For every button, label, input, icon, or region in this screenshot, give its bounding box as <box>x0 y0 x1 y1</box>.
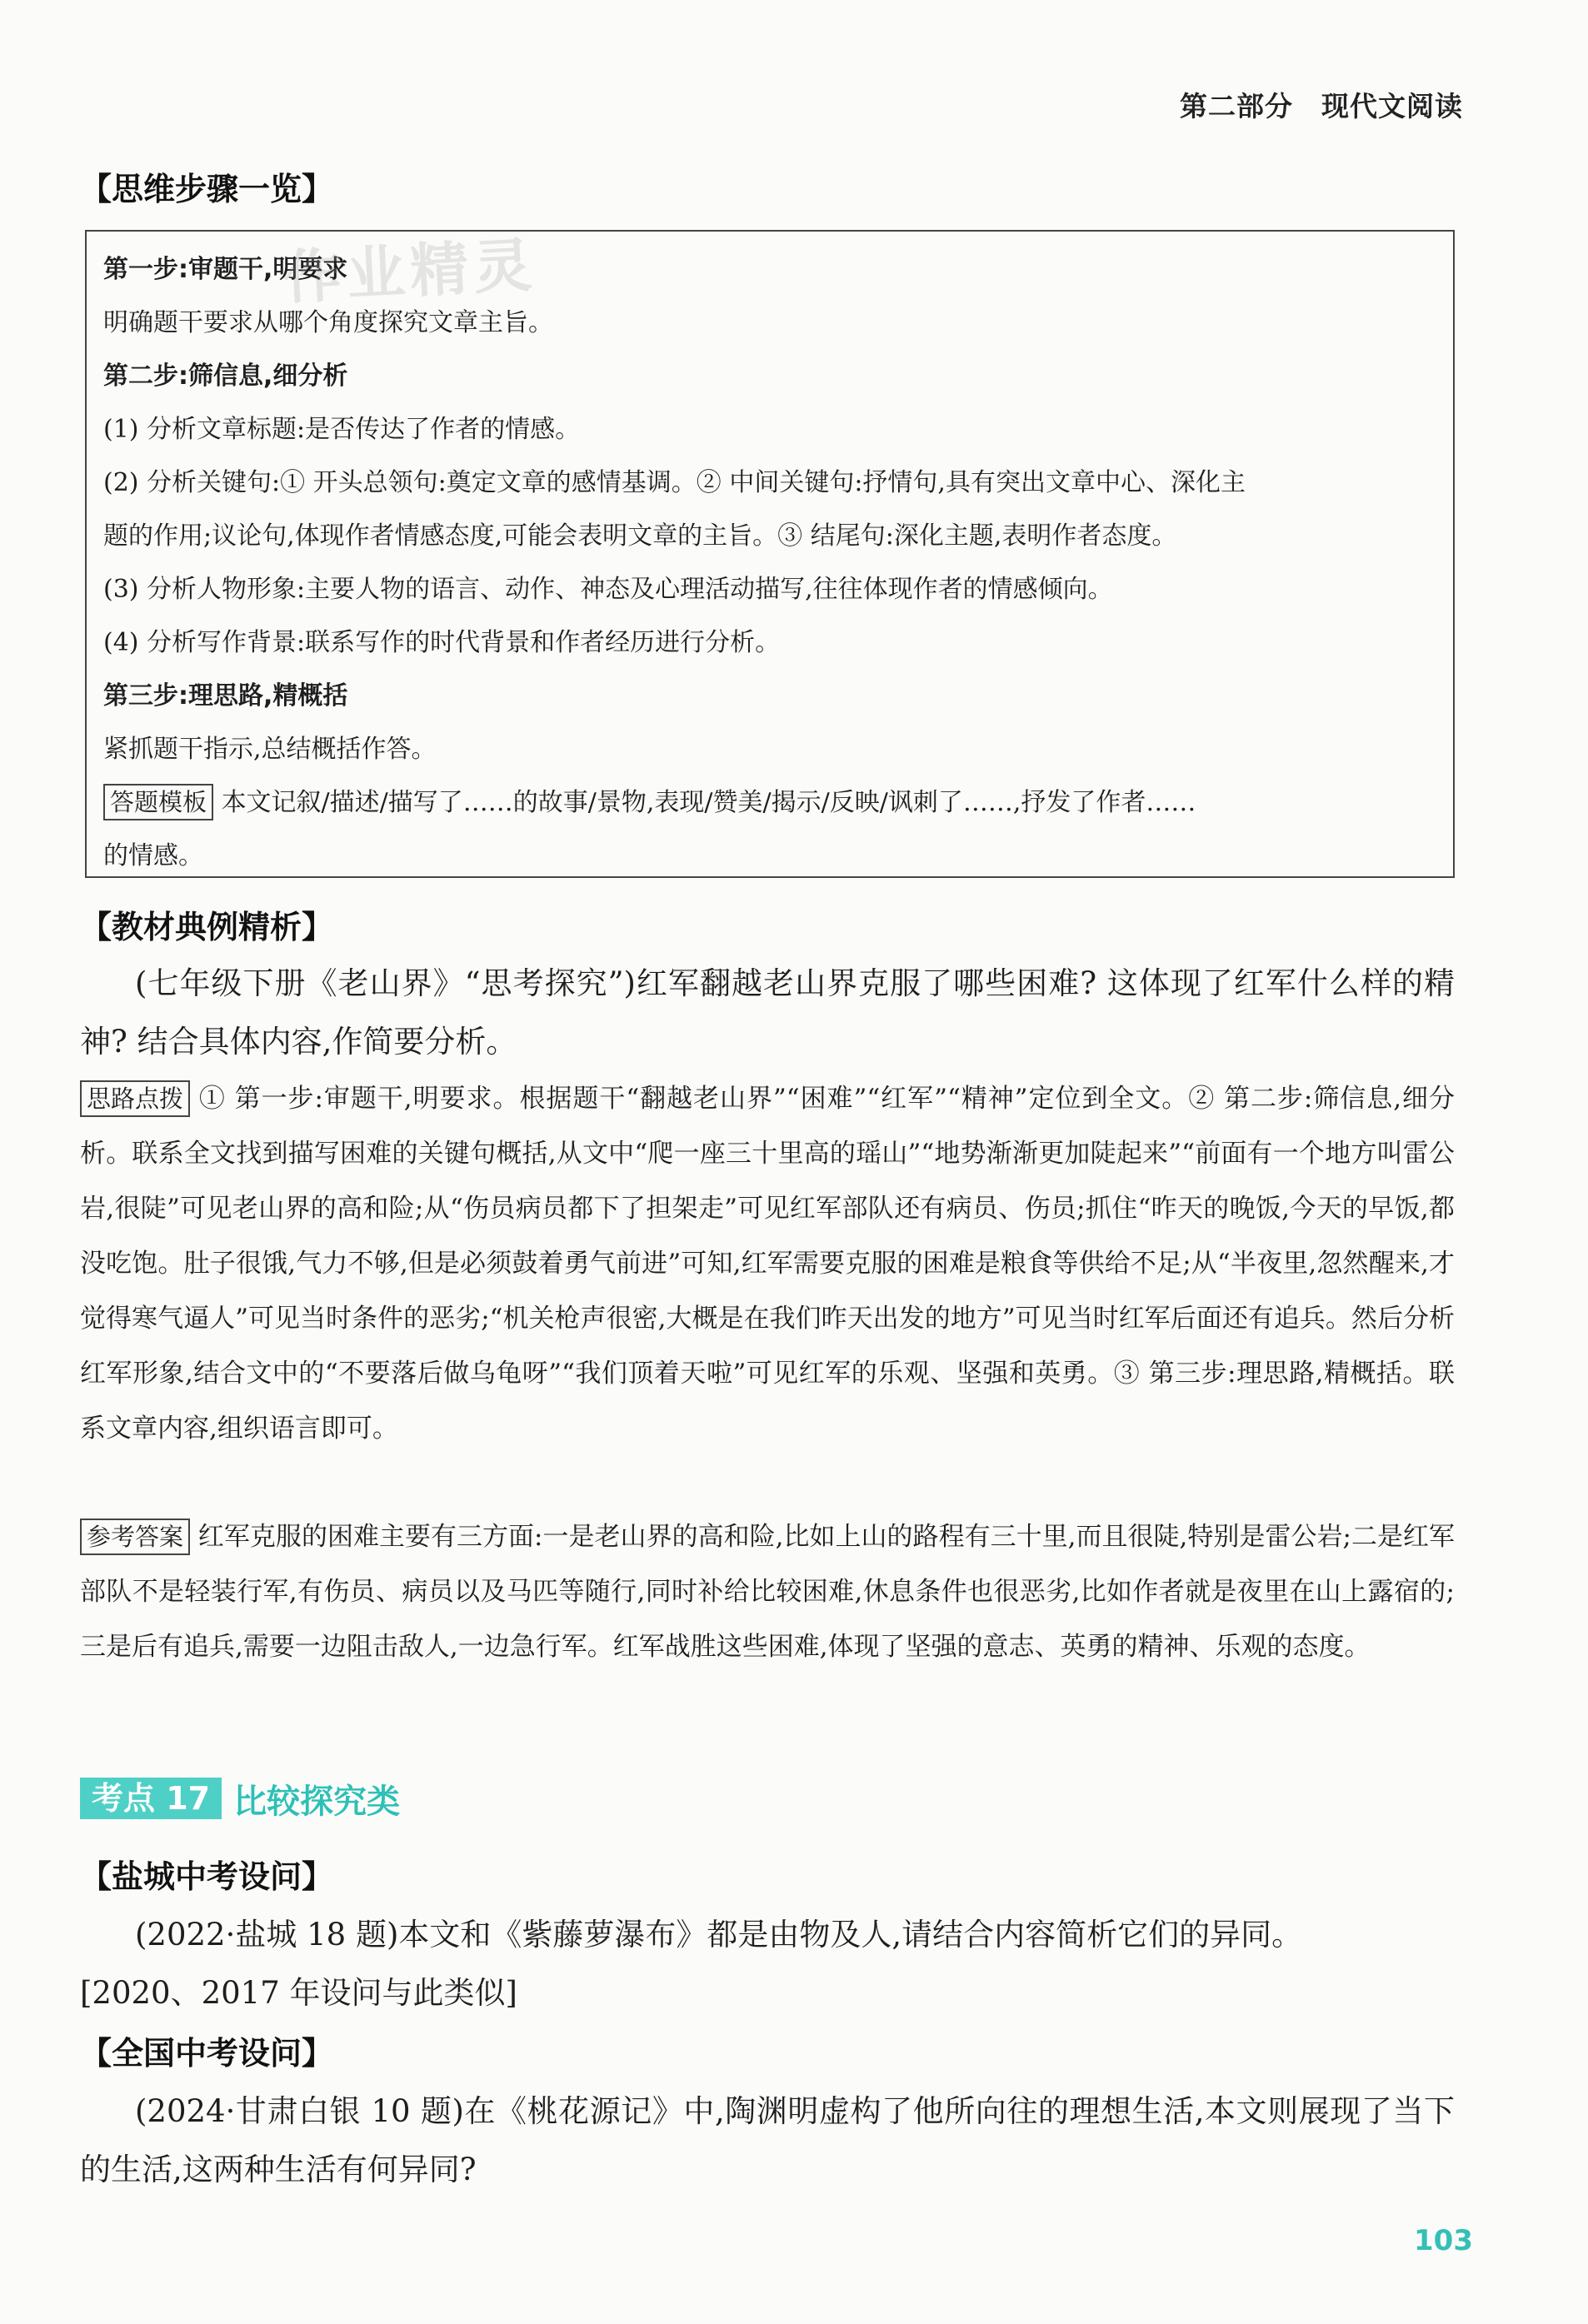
steps-heading: 【思维步骤一览】 <box>80 171 334 207</box>
step-line: 紧抓题干指示,总结概括作答。 <box>103 735 437 764</box>
page-number: 103 <box>1414 2224 1473 2257</box>
yancheng-note: [2020、2017 年设问与此类似] <box>80 1975 517 2011</box>
step-line: (1) 分析文章标题:是否传达了作者的情感。 <box>103 415 581 444</box>
example-heading: 【教材典例精析】 <box>80 909 334 945</box>
template-text-2: 的情感。 <box>103 841 203 870</box>
step-title: 第三步:理思路,精概括 <box>103 681 348 711</box>
template-text-1: 本文记叙/描述/描写了……的故事/景物,表现/赞美/揭示/反映/讽刺了……,抒发了作者…… <box>221 788 1196 817</box>
answer-template <box>103 776 1436 830</box>
answer-text: 红军克服的困难主要有三方面:一是老山界的高和险,比如上山的路程有三十里,而且很陡,特别是雷公岩;二是红军部队不是轻装行军,有伤员、病员以及马匹等随行,同时补给比较困难,休息条件也很恶劣,比如作者就是夜里在山上露宿的;三是后有追兵,需要一边阻击敌人,一边急行军。红军战胜这些困难,体现了坚强的意志、英勇的精神、乐观的态度。 <box>80 1522 1455 1662</box>
answer-tag: 参考答案 <box>80 1519 190 1555</box>
kaodian-title: 比较探究类 <box>233 1782 401 1821</box>
analysis-tag: 思路点拨 <box>80 1080 190 1117</box>
step-title: 第一步:审题干,明要求 <box>103 255 348 284</box>
steps-box <box>85 230 1455 878</box>
step-line: (2) 分析关键句:① 开头总领句:奠定文章的感情基调。② 中间关键句:抒情句,具有突出文章中心、深化主 <box>103 468 1246 497</box>
answer-paragraph <box>80 1509 1455 1674</box>
step-line: (4) 分析写作背景:联系写作的时代背景和作者经历进行分析。 <box>103 628 781 657</box>
running-header: 第二部分 现代文阅读 <box>1180 90 1463 122</box>
watermark: 作业精灵 <box>282 231 539 312</box>
analysis-paragraph <box>80 1071 1455 1456</box>
step-line: (3) 分析人物形象:主要人物的语言、动作、神态及心理活动描写,往往体现作者的情感倾向。 <box>103 575 1113 604</box>
example-question: (七年级下册《老山界》“思考探究”)红军翻越老山界克服了哪些困难? 这体现了红军什么样的精神? 结合具体内容,作简要分析。 <box>80 965 1455 1060</box>
step-line: 明确题干要求从哪个角度探究文章主旨。 <box>103 308 553 337</box>
yancheng-heading: 【盐城中考设问】 <box>80 1858 334 1895</box>
national-question: (2024·甘肃白银 10 题)在《桃花源记》中,陶渊明虚构了他所向往的理想生活,本文则展现了当下的生活,这两种生活有何异同? <box>80 2093 1455 2187</box>
national-heading: 【全国中考设问】 <box>80 2035 334 2072</box>
steps-lines <box>103 243 1436 776</box>
yancheng-question: (2022·盐城 18 题)本文和《紫藤萝瀑布》都是由物及人,请结合内容简析它们的异同。 <box>135 1917 1303 1952</box>
step-line: 题的作用;议论句,体现作者情感态度,可能会表明文章的主旨。③ 结尾句:深化主题,表明作者态度。 <box>103 521 1177 551</box>
kaodian-banner <box>80 1778 400 1819</box>
kaodian-label: 考点 17 <box>80 1778 222 1819</box>
template-tag: 答题模板 <box>103 784 213 820</box>
analysis-text: ① 第一步:审题干,明要求。根据题干“翻越老山界”“困难”“红军”“精神”定位到全文。② 第二步:筛信息,细分析。联系全文找到描写困难的关键句概括,从文中“爬一座三十里高的瑶山”“地势渐渐更加陡起来”“前面有一个地方叫雷公岩,很陡”可见老山界的高和险;从“伤员病员都下了担架走”可见红军部队还有病员、伤员;抓住“昨天的晚饭,今天的早饭,都没吃饱。肚子很饿,气力不够,但是必须鼓着勇气前进”可知,红军需要克服的困难是粮食等供给不足;从“半夜里,忽然醒来,才觉得寒气逼人”可见当时条件的恶劣;“机关枪声很密,大概是在我们昨天出发的地方”可见当时红军后面还有追兵。然后分析红军形象,结合文中的“不要落后做乌龟呀”“我们顶着天啦”可见红军的乐观、坚强和英勇。③ 第三步:理思路,精概括。联系文章内容,组织语言即可。 <box>80 1084 1455 1444</box>
step-title: 第二步:筛信息,细分析 <box>103 362 348 391</box>
